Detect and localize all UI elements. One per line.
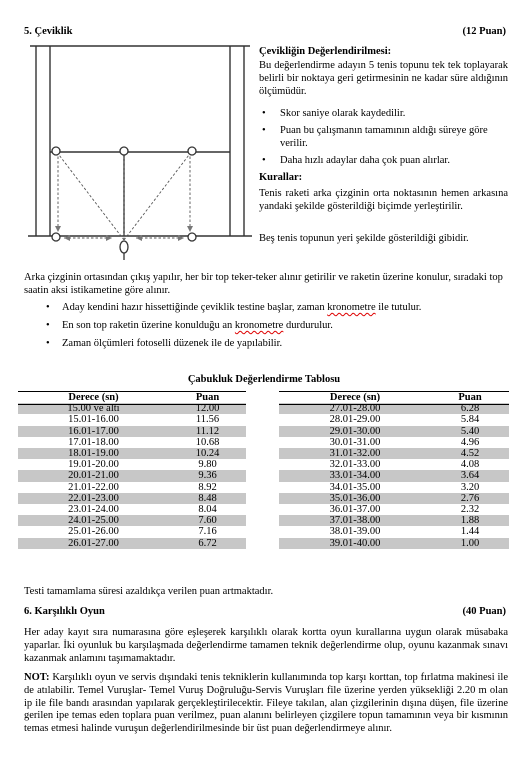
ball-marker: [52, 147, 60, 155]
eval-text: Bu değerlendirme adayın 5 tenis topunu tek tek toplayarak belirli bir noktaya geri getirmesinin ne kadar süre aldığının ölçümüdür.: [259, 60, 508, 97]
table-row: [18, 437, 246, 448]
table-row: [18, 482, 246, 493]
degree-cell: 37.01-38.00: [279, 515, 431, 526]
degree-cell: 23.01-24.00: [68, 504, 119, 516]
table-row: [279, 470, 509, 481]
eval-bullet: Puan bu çalışmanın tamamının aldığı süreye göre verilir.: [280, 125, 488, 149]
note-label: NOT:: [24, 672, 50, 683]
table-row: [279, 538, 509, 549]
degree-cell: 29.01-30.00: [279, 426, 431, 437]
degree-cell: 35.01-36.00: [279, 493, 431, 504]
score-cell: 4.52: [431, 448, 509, 459]
court-diagram: [24, 40, 256, 262]
section6-points: (40 Puan): [462, 606, 506, 617]
score-table-left: [18, 392, 246, 549]
table-row: [279, 448, 509, 459]
score-cell: 11.12: [169, 426, 246, 437]
degree-cell: 33.01-34.00: [279, 470, 431, 481]
bullet-item: En son top raketin üzerine konulduğu an kronometre durdurulur.: [62, 320, 333, 331]
bullet-icon: •: [46, 338, 50, 349]
table-row: [279, 459, 509, 470]
score-cell: 8.48: [169, 493, 246, 504]
table-title: Çabukluk Değerlendirme Tablosu: [187, 374, 341, 385]
bullet-icon: •: [262, 155, 266, 166]
start-paragraph: Arka çizginin ortasından çıkış yapılır, her bir top teker-teker alınır getirilir ve raketin üzerine konulur, sıradaki top saatin aksi istikametine göre alınır.: [24, 272, 503, 296]
score-cell: 2.32: [460, 504, 480, 516]
score-cell: 8.92: [198, 481, 217, 493]
score-cell: 4.96: [460, 436, 480, 448]
score-table-right: [279, 392, 509, 549]
score-cell: 1.00: [431, 538, 509, 549]
table-row: [18, 448, 246, 459]
score-cell: 5.40: [431, 426, 509, 437]
column-header: Derece (sn): [329, 392, 381, 403]
score-cell: 10.68: [195, 436, 220, 448]
table-row: [279, 526, 509, 537]
ball-marker: [52, 233, 60, 241]
score-cell: 12.00: [169, 403, 246, 414]
table-row: [18, 470, 246, 481]
table-row: [18, 504, 246, 515]
table-row: [18, 493, 246, 504]
column-header: Derece (sn): [68, 392, 119, 403]
score-cell: 7.16: [198, 526, 217, 538]
ball-marker: [188, 147, 196, 155]
score-cell: 1.88: [431, 515, 509, 526]
degree-cell: 21.01-22.00: [68, 481, 119, 493]
section6-paragraph: Her aday kayıt sıra numarasına göre eşleşerek karşılıklı olarak kortta oyun kurallarına uygun olarak müsabaka yaparlar. İki oyunluk bu karşılaşmada değerlendirme tamamen teknik değerlendirme olup, oyunu kazanmak sınavı kazanmak anlamını taşımamaktadır.: [24, 627, 508, 664]
score-cell: 9.80: [198, 459, 217, 471]
column-header: Puan: [195, 392, 220, 403]
score-cell: 9.36: [169, 470, 246, 481]
score-cell: 5.84: [460, 414, 480, 426]
rules-text: Tenis raketi arka çizginin orta noktasının hemen arkasına yandaki şekilde gösterildiği biçimde yerleştirilir.: [259, 188, 508, 212]
bullet-icon: •: [46, 302, 50, 313]
degree-cell: 16.01-17.00: [18, 426, 169, 437]
table-row: [18, 459, 246, 470]
section6-note: [24, 672, 508, 736]
degree-cell: 15.01-16.00: [68, 414, 119, 426]
section5-points: (12 Puan): [462, 26, 506, 37]
degree-cell: 36.01-37.00: [329, 504, 381, 516]
table-row: [279, 426, 509, 437]
rules-heading: Kurallar:: [259, 172, 303, 183]
score-cell: 10.24: [169, 448, 246, 459]
degree-cell: 17.01-18.00: [68, 436, 119, 448]
table-row: [18, 526, 246, 537]
eval-bullet: Skor saniye olarak kaydedilir.: [280, 108, 406, 119]
table-row: [279, 437, 509, 448]
degree-cell: 28.01-29.00: [329, 414, 381, 426]
degree-cell: 18.01-19.00: [18, 448, 169, 459]
degree-cell: 32.01-33.00: [329, 459, 381, 471]
degree-cell: 27.01-28.00: [279, 403, 431, 414]
table-row: [18, 426, 246, 437]
degree-cell: 25.01-26.00: [68, 526, 119, 538]
table-row: [18, 515, 246, 526]
degree-cell: 39.01-40.00: [279, 538, 431, 549]
table-row: [279, 515, 509, 526]
ball-marker: [188, 233, 196, 241]
degree-cell: 15.00 ve altı: [18, 403, 169, 414]
table-row: [279, 414, 509, 425]
table-row: [18, 538, 246, 549]
score-cell: 7.60: [169, 515, 246, 526]
bullet-icon: •: [46, 320, 50, 331]
table-row: [279, 482, 509, 493]
table-row: [18, 414, 246, 425]
table-header: [279, 392, 509, 403]
degree-cell: 31.01-32.00: [279, 448, 431, 459]
section6-title: 6. Karşılıklı Oyun: [24, 606, 105, 617]
score-cell: 2.76: [431, 493, 509, 504]
table-header: [18, 392, 246, 403]
eval-bullet: Daha hızlı adaylar daha çok puan alırlar.: [280, 155, 450, 166]
degree-cell: 26.01-27.00: [18, 538, 169, 549]
bullet-item: Aday kendini hazır hissettiğinde çeviklik testine başlar, zaman kronometre ile tutulur.: [62, 302, 422, 313]
racket-icon: [120, 241, 128, 260]
bullet-icon: •: [262, 125, 266, 136]
eval-heading: Çevikliğin Değerlendirilmesi:: [259, 46, 392, 57]
bullet-item: Zaman ölçümleri fotoselli düzenek ile de yapılabilir.: [62, 338, 283, 349]
bullet-icon: •: [262, 108, 266, 119]
degree-cell: 20.01-21.00: [18, 470, 169, 481]
table-row: [279, 504, 509, 515]
ball-marker: [120, 147, 128, 155]
degree-cell: 24.01-25.00: [18, 515, 169, 526]
section5-title: 5. Çeviklik: [24, 26, 73, 37]
score-cell: 8.04: [198, 504, 217, 516]
table-note: Testi tamamlama süresi azaldıkça verilen puan artmaktadır.: [24, 586, 274, 597]
score-cell: 6.72: [169, 538, 246, 549]
score-cell: 4.08: [460, 459, 480, 471]
note-text: Karşılıklı oyun ve servis dışındaki tenis tekniklerin kullanımında top karşı korttan, top fırlatma makinesi ile de atılabilir. Temel Vuruşlar- Temel Vuruş Doğruluğu-Servis Vuruşları file üzerine yerden yüksekliği 2.20 m olan ip ile file bandı arasından yapılarak gerçekleştirilecektir. Fileye takılan, alan çizgilerinin dışına düşen, file üzerine gerilen ipe temas eden toplara puan verilmez, puan alanını belirleyen çizgilere topun tamamının veya bir kısmının temas etmesi halinde vuruşun değerlendirilmesinde bir üst puan değerlendirmeye alınır.: [24, 672, 508, 735]
score-cell: 3.20: [460, 481, 480, 493]
score-cell: 11.56: [195, 414, 220, 426]
degree-cell: 30.01-31.00: [329, 436, 381, 448]
rules-text-2: Beş tenis topunun yeri şekilde gösterildiği gibidir.: [259, 233, 469, 244]
degree-cell: 34.01-35.00: [329, 481, 381, 493]
score-cell: 3.64: [431, 470, 509, 481]
degree-cell: 19.01-20.00: [68, 459, 119, 471]
table-row: [279, 493, 509, 504]
score-cell: 6.28: [431, 403, 509, 414]
column-header: Puan: [458, 392, 482, 403]
score-cell: 1.44: [460, 526, 480, 538]
degree-cell: 38.01-39.00: [329, 526, 381, 538]
degree-cell: 22.01-23.00: [18, 493, 169, 504]
